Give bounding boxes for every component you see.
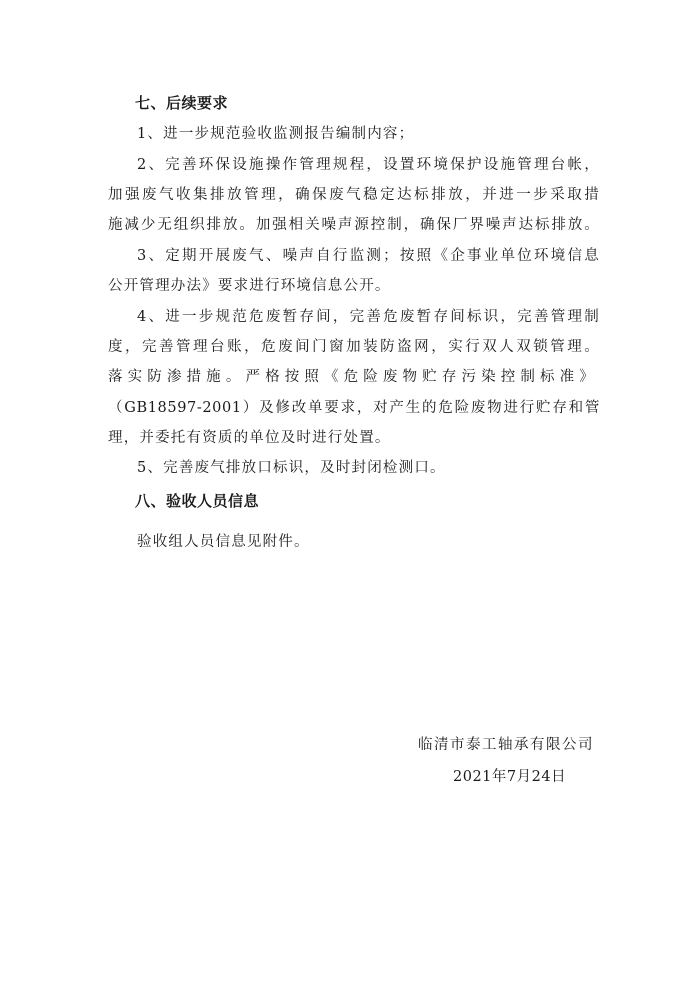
requirement-4-line-1: 4、进一步规范危废暂存间，完善危废暂存间标识，完善管理制 <box>137 309 600 325</box>
signature-company: 临清市泰工轴承有限公司 <box>418 737 594 753</box>
section-8-text: 验收组人员信息见附件。 <box>137 534 310 550</box>
signature-date: 2021年7月24日 <box>453 769 567 785</box>
requirement-2-line-3: 施减少无组织排放。加强相关噪声源控制，确保厂界噪声达标排放。 <box>108 217 600 233</box>
requirement-2-line-2: 加强废气收集排放管理，确保废气稳定达标排放，并进一步采取措 <box>108 187 600 203</box>
requirement-3-line-2: 公开管理办法》要求进行环境信息公开。 <box>108 278 391 294</box>
requirement-4-line-3: 落实防渗措施。严格按照《危险废物贮存污染控制标准》 <box>108 369 595 385</box>
requirement-4-line-2: 度，完善管理台账，危废间门窗加装防盗网，实行双人双锁管理。 <box>108 339 600 355</box>
requirement-3-line-1: 3、定期开展废气、噪声自行监测；按照《企事业单位环境信息 <box>137 248 600 264</box>
requirement-2-line-1: 2、完善环保设施操作管理规程，设置环境保护设施管理台帐， <box>137 157 600 173</box>
section-7-heading: 七、后续要求 <box>135 94 229 112</box>
requirement-4-line-4: （GB18597-2001）及修改单要求，对产生的危险废物进行贮存和管 <box>108 400 600 416</box>
requirement-1-line-1: 1、进一步规范验收监测报告编制内容； <box>137 126 415 142</box>
requirement-4-line-5: 理，并委托有资质的单位及时进行处置。 <box>108 430 391 446</box>
section-8-heading: 八、验收人员信息 <box>135 492 260 510</box>
requirement-5-line-1: 5、完善废气排放口标识，及时封闭检测口。 <box>137 460 446 476</box>
